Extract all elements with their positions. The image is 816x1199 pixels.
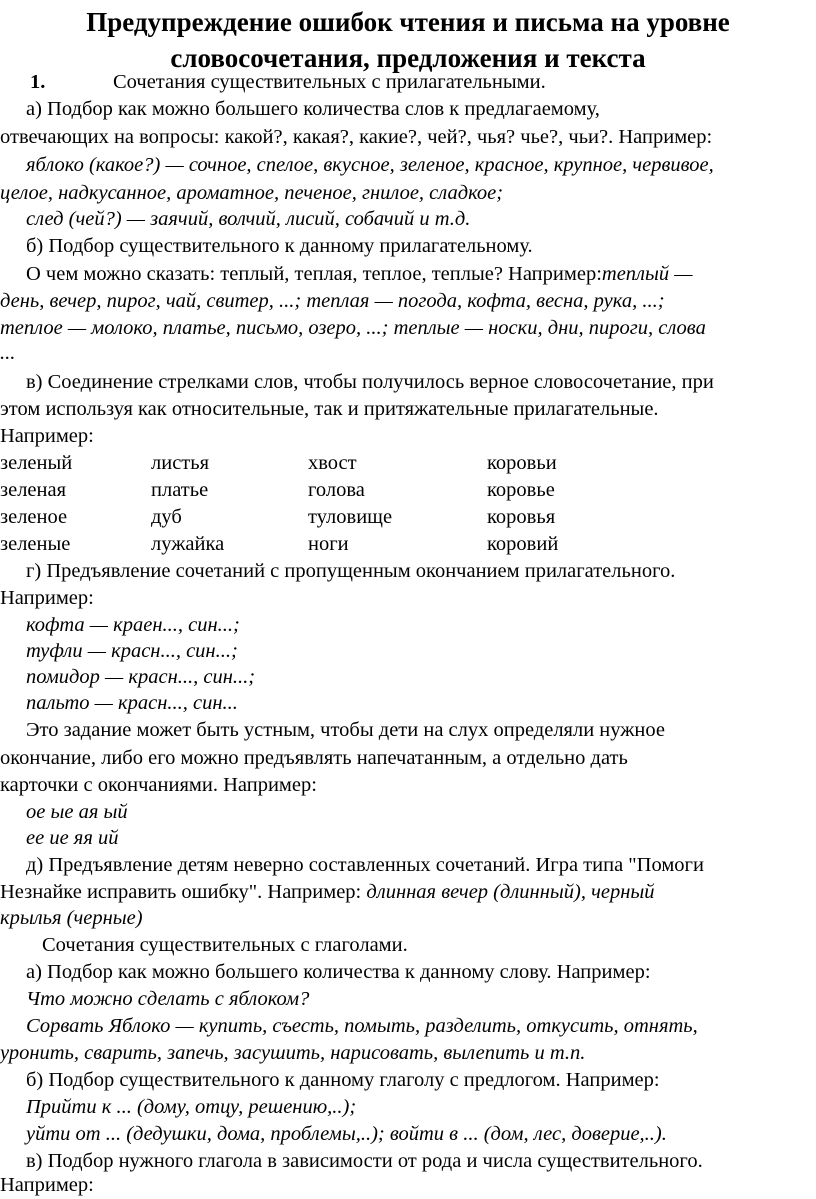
endings-row-1: ое ые ая ый (26, 801, 128, 823)
table-col-1-row-2: зеленая (0, 479, 67, 501)
ending-example-4: пальто — красн..., син... (26, 692, 238, 714)
paragraph-b-line-2-text: О чем можно сказать: теплый, теплая, теплое, теплые? Например: (26, 263, 602, 285)
table-col-2-row-3: дуб (151, 506, 182, 528)
table-col-1-row-4: зеленые (0, 533, 71, 555)
section-2-example-line-2: уронить, сварить, запечь, засушить, нарисовать, вылепить и т.п. (0, 1042, 586, 1064)
paragraph-b-line-2-italic: теплый — (601, 263, 693, 285)
title-line-2: словосочетания, предложения и текста (170, 43, 646, 73)
section-2-paragraph-v: в) Подбор нужного глагола в зависимости от рода и числа существительного. (26, 1150, 703, 1172)
task-note-line-2: окончание, либо его можно предъявлять напечатанным, а отдельно дать (0, 747, 628, 769)
section-1-number: 1. (30, 71, 46, 93)
table-col-4-row-2: коровье (487, 479, 555, 501)
title-line-1: Предупреждение ошибок чтения и письма на уровне (86, 7, 730, 37)
endings-row-2: ее ие яя ий (26, 827, 119, 849)
table-col-3-row-3: туловище (308, 506, 393, 528)
example-trace: след (чей?) — заячий, волчий, лисий, собачий и т.д. (26, 208, 471, 230)
paragraph-b: б) Подбор существительного к данному прилагательному. (26, 235, 533, 257)
section-2-b-example-1: Прийти к ... (дому, отцу, решению,..); (26, 1096, 357, 1118)
section-2-b-example-2: уйти от ... (дедушки, дома, проблемы,..); войти в ... (дом, лес, доверие,..). (26, 1123, 667, 1145)
table-col-3-row-1: хвост (308, 452, 357, 474)
paragraph-a-line-1: а) Подбор как можно большего количества слов к предлагаемому, (26, 98, 600, 120)
paragraph-d-line-2-italic: длинная вечер (длинный), черный (366, 881, 655, 903)
section-2-paragraph-v-line-2: Например: (0, 1174, 94, 1196)
paragraph-b-line-4: теплое — молоко, платье, письмо, озеро, ...; теплые — носки, дни, пироги, слова (0, 317, 706, 339)
table-col-2-row-4: лужайка (151, 533, 225, 555)
paragraph-d-line-2 (0, 879, 655, 906)
paragraph-b-line-3: день, вечер, пирог, чай, свитер, ...; теплая — погода, кофта, весна, рука, ...; (0, 290, 665, 312)
example-apple-line-1: яблоко (какое?) — сочное, спелое, вкусное, зеленое, красное, крупное, червивое, (26, 154, 714, 176)
paragraph-g-line-2: Например: (0, 587, 94, 609)
section-2-paragraph-a: а) Подбор как можно большего количества к данному слову. Например: (26, 961, 651, 983)
paragraph-v-line-2: этом используя как относительные, так и притяжательные прилагательные. (0, 398, 659, 420)
paragraph-d-line-1: д) Предъявление детям неверно составленных сочетаний. Игра типа "Помоги (26, 854, 704, 876)
paragraph-d-line-2-text: Незнайке исправить ошибку". Например: (0, 881, 367, 903)
table-col-4-row-3: коровья (487, 506, 556, 528)
task-note-line-3: карточки с окончаниями. Например: (0, 774, 317, 796)
section-2-paragraph-b: б) Подбор существительного к данному глаголу с предлогом. Например: (26, 1069, 660, 1091)
section-2-heading: Сочетания существительных с глаголами. (42, 934, 408, 956)
table-col-2-row-2: платье (151, 479, 209, 501)
section-1-heading: Сочетания существительных с прилагательными. (113, 71, 546, 93)
table-col-4-row-4: коровий (487, 533, 559, 555)
table-col-2-row-1: листья (151, 452, 210, 474)
table-col-3-row-2: голова (308, 479, 365, 501)
page-title (0, 4, 816, 76)
paragraph-a-line-2: отвечающих на вопросы: какой?, какая?, какие?, чей?, чья? чье?, чьи?. Например: (0, 126, 713, 148)
paragraph-v-line-3: Например: (0, 425, 94, 447)
table-col-3-row-4: ноги (308, 533, 349, 555)
ending-example-3: помидор — красн..., син...; (26, 666, 256, 688)
ending-example-2: туфли — красн..., син...; (26, 640, 238, 662)
example-apple-line-2: целое, надкусанное, ароматное, печеное, гнилое, сладкое; (0, 182, 504, 204)
paragraph-g-line-1: г) Предъявление сочетаний с пропущенным окончанием прилагательного. (26, 560, 676, 582)
paragraph-b-line-5: ... (0, 342, 16, 364)
table-col-4-row-1: коровьи (487, 452, 557, 474)
section-2-example-line-1: Сорвать Яблоко — купить, съесть, помыть, разделить, откусить, отнять, (26, 1015, 698, 1037)
paragraph-d-line-3: крылья (черные) (0, 907, 143, 929)
paragraph-b-line-2 (26, 261, 693, 288)
ending-example-1: кофта — краен..., син...; (26, 614, 240, 636)
table-col-1-row-1: зеленый (0, 452, 73, 474)
section-2-example-question: Что можно сделать с яблоком? (26, 988, 310, 1010)
task-note-line-1: Это задание может быть устным, чтобы дети на слух определяли нужное (26, 719, 665, 741)
paragraph-v-line-1: в) Соединение стрелками слов, чтобы получилось верное словосочетание, при (26, 371, 714, 393)
table-col-1-row-3: зеленое (0, 506, 68, 528)
